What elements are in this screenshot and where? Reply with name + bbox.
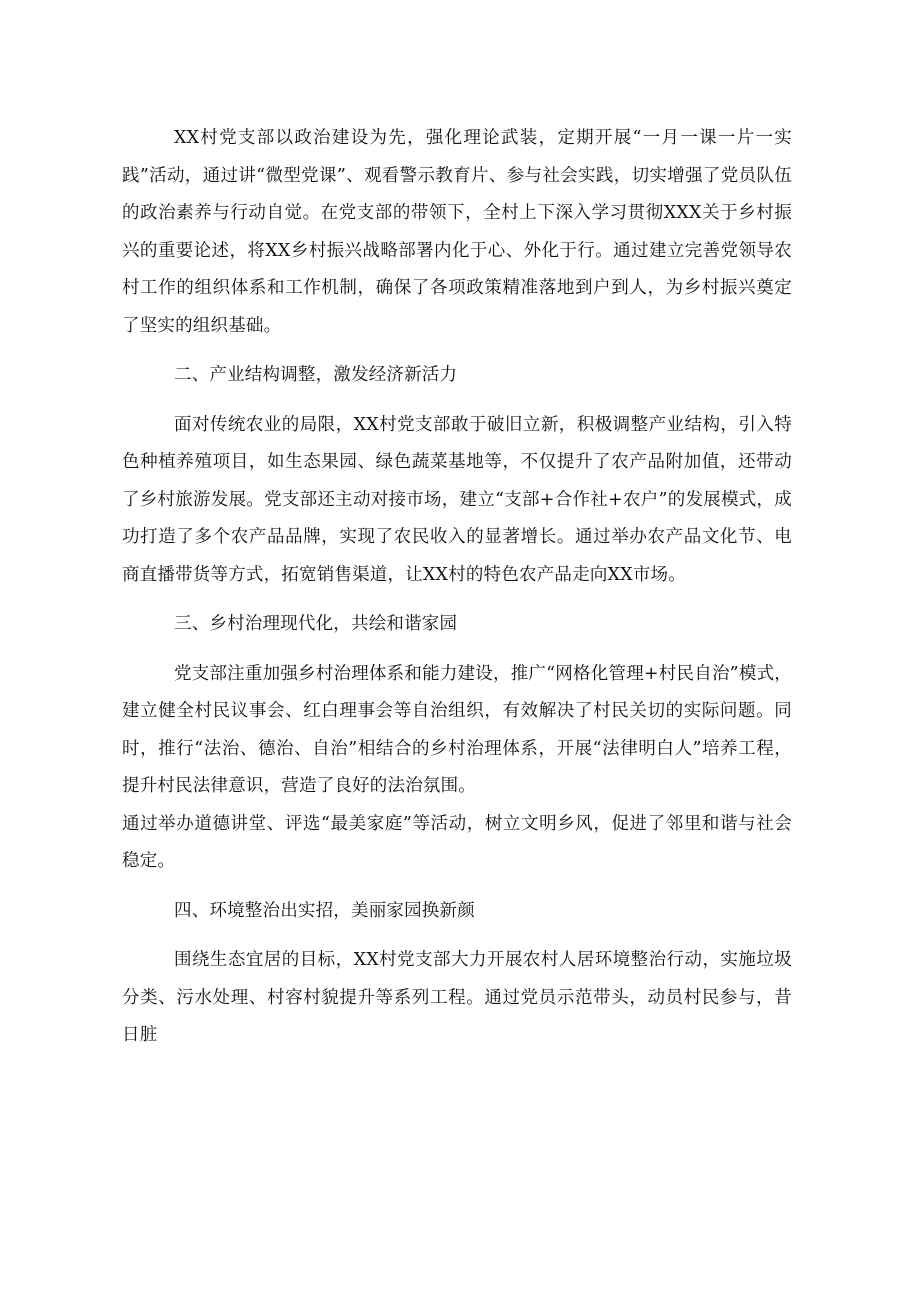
section-heading-industry: 二、产业结构调整，激发经济新活力	[174, 365, 458, 385]
paragraph-civilization: 通过举办道德讲堂、评选“最美家庭”等活动，树立文明乡风，促进了邻里和谐与社会稳定。	[122, 813, 792, 871]
paragraph-party-building: XX村党支部以政治建设为先，强化理论武装，定期开展“一月一课一片一实践”活动，通过讲“微型党课”、观看警示教育片、参与社会实践，切实增强了党员队伍的政治素养与行动自觉。在党支部的带领下，全村上下深入学习贯彻XXX关于乡村振兴的重要论述，将XX乡村振兴战略部署内化于心、外化于行。通过建立完善党领导农村工作的组织体系和工作机制，确保了各项政策精准落地到户到人，为乡村振兴奠定了坚实的组织基础。	[122, 128, 792, 336]
paragraph-governance: 党支部注重加强乡村治理体系和能力建设，推广“网格化管理+村民自治”模式，建立健全村民议事会、红白理事会等自治组织，有效解决了村民关切的实际问题。同时，推行“法治、德治、自治”相结合的乡村治理体系，开展“法律明白人”培养工程，提升村民法律意识，营造了良好的法治氛围。	[122, 663, 792, 796]
paragraph-industry: 面对传统农业的局限，XX村党支部敢于破旧立新，积极调整产业结构，引入特色种植养殖项目，如生态果园、绿色蔬菜基地等，不仅提升了农产品附加值，还带动了乡村旅游发展。党支部还主动对接市场，建立“支部+合作社+农户”的发展模式，成功打造了多个农产品品牌，实现了农民收入的显著增长。通过举办农产品文化节、电商直播带货等方式，拓宽销售渠道，让XX村的特色农产品走向XX市场。	[122, 414, 792, 585]
paragraph-environment: 围绕生态宜居的目标，XX村党支部大力开展农村人居环境整治行动，实施垃圾分类、污水处理、村容村貌提升等系列工程。通过党员示范带头，动员村民参与，昔日脏	[122, 950, 792, 1045]
document-body	[122, 120, 792, 1055]
section-heading-governance: 三、乡村治理现代化，共绘和谐家园	[174, 614, 458, 634]
section-heading-environment: 四、环境整治出实招，美丽家园换新颜	[174, 900, 475, 921]
